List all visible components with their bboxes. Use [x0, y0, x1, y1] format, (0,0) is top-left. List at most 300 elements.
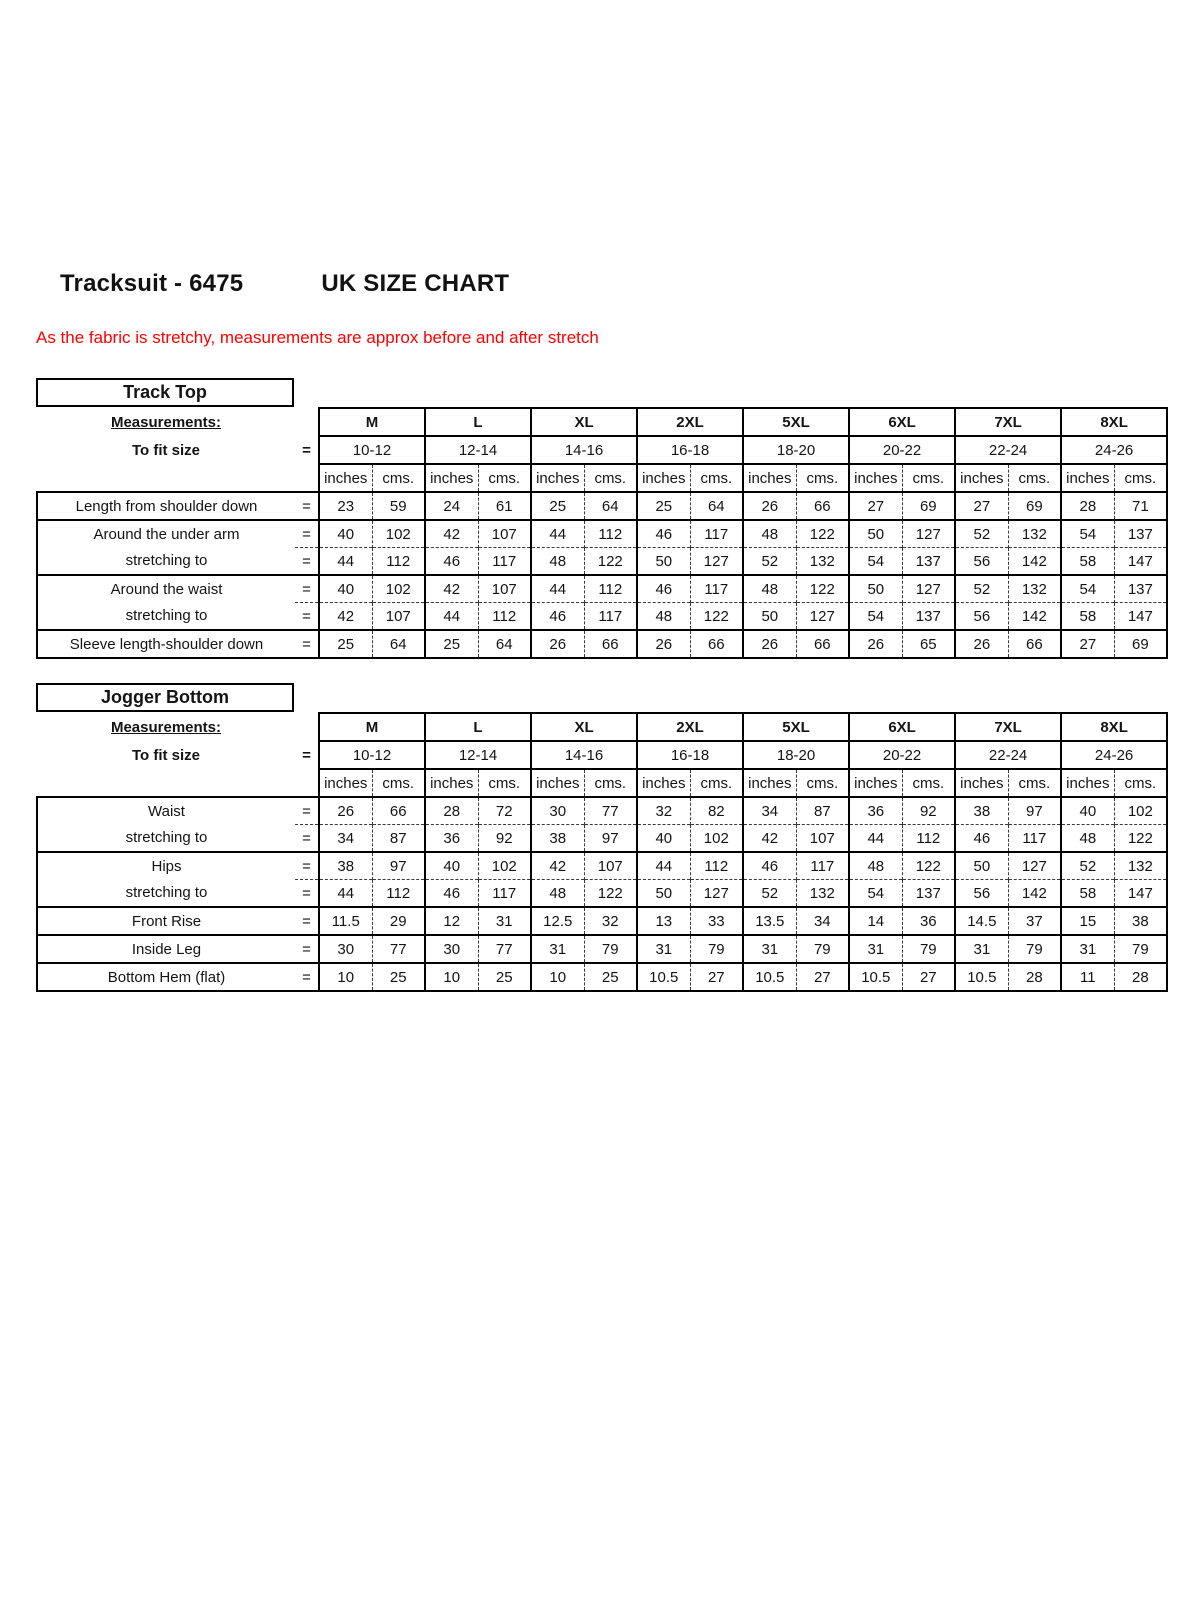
- unit-header-cell: cms.: [372, 464, 425, 492]
- row-label: Inside Leg: [37, 935, 295, 963]
- fit-size-cell: 16-18: [637, 436, 743, 464]
- measurement-value-cms: 79: [902, 935, 955, 963]
- unit-header-cell: cms.: [796, 464, 849, 492]
- measurement-value-cms: 66: [584, 630, 637, 658]
- measurement-value-inches: 27: [955, 492, 1008, 520]
- measurement-value-inches: 40: [319, 520, 372, 548]
- measurement-value-inches: 42: [425, 575, 478, 603]
- fit-size-cell: 20-22: [849, 741, 955, 769]
- measurement-value-cms: 112: [690, 852, 743, 880]
- unit-header-cell: cms.: [584, 464, 637, 492]
- measurement-value-inches: 54: [849, 603, 902, 631]
- measurement-value-inches: 31: [955, 935, 1008, 963]
- measurement-value-inches: 36: [425, 825, 478, 853]
- measurement-row: [37, 852, 1167, 880]
- measurement-row: [37, 825, 1167, 853]
- measurement-row: [37, 935, 1167, 963]
- measurement-value-cms: 137: [902, 880, 955, 908]
- measurement-value-cms: 77: [372, 935, 425, 963]
- unit-header-cell: inches: [849, 769, 902, 797]
- measurement-value-cms: 61: [478, 492, 531, 520]
- measurement-value-cms: 59: [372, 492, 425, 520]
- measurement-value-inches: 44: [319, 548, 372, 576]
- measurement-value-inches: 54: [1061, 575, 1114, 603]
- measurement-value-inches: 12: [425, 907, 478, 935]
- measurement-value-inches: 52: [955, 520, 1008, 548]
- fit-size-cell: 10-12: [319, 436, 425, 464]
- unit-header-cell: cms.: [1114, 464, 1167, 492]
- measurement-value-inches: 10.5: [955, 963, 1008, 991]
- row-label: Sleeve length-shoulder down: [37, 630, 295, 658]
- track-top-section: [36, 378, 1200, 659]
- fit-size-cell: 16-18: [637, 741, 743, 769]
- measurement-value-inches: 48: [743, 575, 796, 603]
- measurement-value-cms: 132: [1114, 852, 1167, 880]
- fit-size-cell: 18-20: [743, 436, 849, 464]
- unit-header-row: [37, 769, 1167, 797]
- size-header-cell: 6XL: [849, 408, 955, 436]
- measurement-value-inches: 10.5: [637, 963, 690, 991]
- measurement-value-cms: 37: [1008, 907, 1061, 935]
- measurement-value-inches: 46: [425, 548, 478, 576]
- measurement-value-inches: 38: [531, 825, 584, 853]
- unit-header-cell: inches: [1061, 769, 1114, 797]
- measurement-value-cms: 127: [1008, 852, 1061, 880]
- fit-size-cell: 22-24: [955, 436, 1061, 464]
- measurement-value-inches: 13.5: [743, 907, 796, 935]
- size-header-row: [37, 408, 1167, 436]
- measurement-value-inches: 56: [955, 880, 1008, 908]
- measurement-value-cms: 132: [1008, 575, 1061, 603]
- measurement-value-cms: 71: [1114, 492, 1167, 520]
- size-header-cell: 2XL: [637, 408, 743, 436]
- row-label: Hips: [37, 852, 295, 880]
- measurement-value-inches: 46: [531, 603, 584, 631]
- equals-sign: =: [295, 880, 319, 908]
- size-header-cell: M: [319, 713, 425, 741]
- measurement-value-cms: 66: [796, 630, 849, 658]
- measurement-value-cms: 117: [690, 520, 743, 548]
- measurement-row: [37, 880, 1167, 908]
- fit-size-cell: 14-16: [531, 436, 637, 464]
- measurement-value-cms: 132: [1008, 520, 1061, 548]
- row-label: stretching to: [37, 880, 295, 908]
- measurement-value-inches: 44: [531, 575, 584, 603]
- unit-header-cell: inches: [1061, 464, 1114, 492]
- measurement-value-inches: 44: [637, 852, 690, 880]
- unit-header-cell: inches: [743, 769, 796, 797]
- equals-sign: =: [295, 520, 319, 548]
- measurement-value-inches: 58: [1061, 548, 1114, 576]
- row-label: stretching to: [37, 603, 295, 631]
- measurement-value-inches: 56: [955, 603, 1008, 631]
- measurement-value-cms: 102: [372, 520, 425, 548]
- measurement-value-cms: 92: [478, 825, 531, 853]
- row-label: Length from shoulder down: [37, 492, 295, 520]
- measurement-value-inches: 26: [319, 797, 372, 825]
- measurement-value-cms: 132: [796, 548, 849, 576]
- measurement-row: [37, 520, 1167, 548]
- measurement-value-cms: 117: [690, 575, 743, 603]
- measurement-value-cms: 97: [1008, 797, 1061, 825]
- measurement-value-cms: 122: [1114, 825, 1167, 853]
- measurement-value-cms: 79: [1008, 935, 1061, 963]
- spacer-cell: [37, 769, 295, 797]
- measurement-value-cms: 117: [796, 852, 849, 880]
- measurement-value-inches: 26: [849, 630, 902, 658]
- measurement-value-cms: 112: [372, 548, 425, 576]
- measurement-value-cms: 79: [796, 935, 849, 963]
- measurement-value-inches: 54: [849, 548, 902, 576]
- unit-header-cell: cms.: [372, 769, 425, 797]
- measurement-value-inches: 32: [637, 797, 690, 825]
- measurement-value-inches: 31: [849, 935, 902, 963]
- equals-sign: =: [295, 548, 319, 576]
- measurement-value-cms: 127: [902, 520, 955, 548]
- unit-header-cell: cms.: [1008, 769, 1061, 797]
- unit-header-cell: inches: [425, 769, 478, 797]
- measurement-value-cms: 64: [478, 630, 531, 658]
- measurement-value-inches: 44: [849, 825, 902, 853]
- unit-header-cell: inches: [955, 464, 1008, 492]
- unit-header-cell: cms.: [690, 464, 743, 492]
- measurement-value-cms: 27: [796, 963, 849, 991]
- size-header-cell: L: [425, 713, 531, 741]
- measurement-value-inches: 40: [637, 825, 690, 853]
- measurement-value-inches: 50: [637, 880, 690, 908]
- size-header-cell: XL: [531, 408, 637, 436]
- measurement-value-inches: 23: [319, 492, 372, 520]
- size-table-jogger-bottom: [36, 712, 1168, 992]
- section-title-jogger-bottom: Jogger Bottom: [36, 683, 294, 712]
- unit-header-cell: inches: [425, 464, 478, 492]
- measurement-value-cms: 107: [478, 520, 531, 548]
- equals-sign: =: [295, 963, 319, 991]
- unit-header-cell: inches: [637, 769, 690, 797]
- equals-sign: =: [295, 575, 319, 603]
- measurement-value-cms: 38: [1114, 907, 1167, 935]
- measurement-value-cms: 137: [1114, 575, 1167, 603]
- section-title-track-top: Track Top: [36, 378, 294, 407]
- measurement-value-cms: 34: [796, 907, 849, 935]
- measurement-value-cms: 32: [584, 907, 637, 935]
- measurement-value-inches: 31: [1061, 935, 1114, 963]
- measurement-value-inches: 25: [531, 492, 584, 520]
- measurement-value-inches: 28: [1061, 492, 1114, 520]
- measurement-value-inches: 24: [425, 492, 478, 520]
- spacer-cell: [295, 408, 319, 436]
- measurement-value-inches: 14.5: [955, 907, 1008, 935]
- measurement-value-cms: 132: [796, 880, 849, 908]
- measurement-value-inches: 13: [637, 907, 690, 935]
- measurement-value-inches: 31: [743, 935, 796, 963]
- measurement-value-cms: 107: [584, 852, 637, 880]
- equals-sign: =: [295, 935, 319, 963]
- unit-header-row: [37, 464, 1167, 492]
- measurement-value-inches: 56: [955, 548, 1008, 576]
- measurement-value-cms: 97: [584, 825, 637, 853]
- measurement-value-cms: 87: [796, 797, 849, 825]
- measurement-value-cms: 117: [478, 880, 531, 908]
- equals-sign: =: [295, 492, 319, 520]
- row-label: stretching to: [37, 825, 295, 853]
- measurement-value-inches: 44: [425, 603, 478, 631]
- measurement-value-inches: 42: [743, 825, 796, 853]
- unit-header-cell: inches: [319, 769, 372, 797]
- measurement-value-inches: 26: [743, 492, 796, 520]
- size-header-cell: 7XL: [955, 713, 1061, 741]
- measurement-value-cms: 92: [902, 797, 955, 825]
- measurement-value-inches: 14: [849, 907, 902, 935]
- size-header-cell: 8XL: [1061, 713, 1167, 741]
- measurement-value-cms: 82: [690, 797, 743, 825]
- measurement-value-inches: 34: [743, 797, 796, 825]
- measurement-value-inches: 54: [849, 880, 902, 908]
- size-table-track-top: [36, 407, 1168, 659]
- measurement-value-inches: 48: [849, 852, 902, 880]
- measurement-row: [37, 492, 1167, 520]
- unit-header-cell: cms.: [1114, 769, 1167, 797]
- measurement-value-inches: 50: [743, 603, 796, 631]
- measurement-value-inches: 40: [1061, 797, 1114, 825]
- measurement-value-cms: 142: [1008, 880, 1061, 908]
- equals-sign: =: [295, 852, 319, 880]
- measurement-value-cms: 66: [690, 630, 743, 658]
- measurement-value-inches: 26: [955, 630, 1008, 658]
- row-label: Around the under arm: [37, 520, 295, 548]
- measurement-value-cms: 102: [478, 852, 531, 880]
- measurement-row: [37, 963, 1167, 991]
- row-label: Waist: [37, 797, 295, 825]
- measurement-value-cms: 28: [1008, 963, 1061, 991]
- row-label: stretching to: [37, 548, 295, 576]
- equals-sign: =: [295, 603, 319, 631]
- measurement-value-cms: 112: [584, 575, 637, 603]
- measurement-value-cms: 64: [372, 630, 425, 658]
- measurement-value-cms: 117: [1008, 825, 1061, 853]
- measurement-value-cms: 147: [1114, 880, 1167, 908]
- measurement-value-cms: 102: [1114, 797, 1167, 825]
- spacer-cell: [295, 713, 319, 741]
- size-header-cell: 7XL: [955, 408, 1061, 436]
- size-header-cell: XL: [531, 713, 637, 741]
- measurement-value-cms: 87: [372, 825, 425, 853]
- measurement-value-inches: 48: [531, 880, 584, 908]
- measurement-value-inches: 10: [319, 963, 372, 991]
- row-label: Bottom Hem (flat): [37, 963, 295, 991]
- measurement-value-inches: 40: [319, 575, 372, 603]
- size-header-cell: 6XL: [849, 713, 955, 741]
- measurement-value-cms: 137: [1114, 520, 1167, 548]
- equals-sign: =: [302, 746, 311, 764]
- size-header-cell: 8XL: [1061, 408, 1167, 436]
- equals-sign: =: [295, 907, 319, 935]
- measurement-value-cms: 127: [690, 880, 743, 908]
- spacer-cell: [37, 464, 295, 492]
- measurements-label: Measurements:: [110, 718, 222, 736]
- measurement-value-inches: 52: [743, 548, 796, 576]
- measurement-value-cms: 27: [690, 963, 743, 991]
- measurement-value-cms: 31: [478, 907, 531, 935]
- measurement-value-cms: 137: [902, 603, 955, 631]
- to-fit-size-label: To fit size: [131, 441, 201, 459]
- measurement-value-cms: 72: [478, 797, 531, 825]
- measurement-value-cms: 147: [1114, 548, 1167, 576]
- measurement-value-inches: 31: [531, 935, 584, 963]
- stretch-note: As the fabric is stretchy, measurements are approx before and after stretch: [36, 328, 599, 347]
- fit-size-cell: 12-14: [425, 436, 531, 464]
- fit-size-cell: 10-12: [319, 741, 425, 769]
- measurement-value-inches: 10: [531, 963, 584, 991]
- measurement-value-inches: 25: [425, 630, 478, 658]
- measurement-value-inches: 12.5: [531, 907, 584, 935]
- unit-header-cell: inches: [319, 464, 372, 492]
- unit-header-cell: cms.: [796, 769, 849, 797]
- fit-size-cell: 12-14: [425, 741, 531, 769]
- measurement-value-inches: 30: [531, 797, 584, 825]
- measurement-value-cms: 127: [902, 575, 955, 603]
- unit-header-cell: inches: [955, 769, 1008, 797]
- measurement-value-cms: 112: [902, 825, 955, 853]
- measurement-value-cms: 107: [372, 603, 425, 631]
- equals-sign: =: [295, 797, 319, 825]
- measurement-value-inches: 26: [743, 630, 796, 658]
- measurement-row: [37, 907, 1167, 935]
- measurement-value-cms: 66: [796, 492, 849, 520]
- measurement-value-cms: 142: [1008, 548, 1061, 576]
- measurement-value-cms: 122: [690, 603, 743, 631]
- measurement-value-cms: 69: [1008, 492, 1061, 520]
- measurement-value-cms: 77: [478, 935, 531, 963]
- measurement-value-inches: 50: [849, 520, 902, 548]
- measurement-value-cms: 122: [796, 575, 849, 603]
- measurement-value-inches: 38: [955, 797, 1008, 825]
- equals-sign: =: [295, 825, 319, 853]
- measurement-value-cms: 64: [690, 492, 743, 520]
- measurement-value-inches: 27: [849, 492, 902, 520]
- fit-size-row: [37, 436, 1167, 464]
- measurement-value-cms: 127: [796, 603, 849, 631]
- measurement-value-cms: 79: [584, 935, 637, 963]
- measurement-value-inches: 48: [637, 603, 690, 631]
- measurement-value-inches: 27: [1061, 630, 1114, 658]
- to-fit-size-label: To fit size: [131, 746, 201, 764]
- jogger-bottom-section: [36, 683, 1200, 992]
- measurement-value-cms: 102: [690, 825, 743, 853]
- measurement-value-inches: 10.5: [743, 963, 796, 991]
- measurement-value-inches: 25: [637, 492, 690, 520]
- unit-header-cell: cms.: [902, 464, 955, 492]
- equals-sign: =: [295, 630, 319, 658]
- measurement-value-inches: 48: [1061, 825, 1114, 853]
- unit-header-cell: inches: [849, 464, 902, 492]
- size-header-cell: M: [319, 408, 425, 436]
- measurement-value-cms: 107: [796, 825, 849, 853]
- unit-header-cell: cms.: [1008, 464, 1061, 492]
- measurement-value-inches: 10.5: [849, 963, 902, 991]
- measurement-value-cms: 112: [478, 603, 531, 631]
- measurement-value-cms: 27: [902, 963, 955, 991]
- size-header-cell: 5XL: [743, 408, 849, 436]
- measurement-value-inches: 46: [955, 825, 1008, 853]
- measurement-value-cms: 28: [1114, 963, 1167, 991]
- measurement-value-cms: 122: [796, 520, 849, 548]
- measurement-value-cms: 117: [478, 548, 531, 576]
- measurement-value-inches: 28: [425, 797, 478, 825]
- measurement-value-cms: 117: [584, 603, 637, 631]
- measurement-value-inches: 15: [1061, 907, 1114, 935]
- measurement-value-inches: 54: [1061, 520, 1114, 548]
- measurement-value-cms: 142: [1008, 603, 1061, 631]
- measurement-value-inches: 58: [1061, 603, 1114, 631]
- tables-container: [0, 378, 1200, 992]
- measurement-value-cms: 112: [372, 880, 425, 908]
- equals-sign: =: [302, 441, 311, 459]
- unit-header-cell: inches: [637, 464, 690, 492]
- measurement-value-inches: 42: [319, 603, 372, 631]
- measurement-value-cms: 79: [690, 935, 743, 963]
- measurement-row: [37, 603, 1167, 631]
- measurement-value-inches: 46: [743, 852, 796, 880]
- unit-header-cell: cms.: [478, 464, 531, 492]
- size-header-cell: L: [425, 408, 531, 436]
- measurement-value-cms: 69: [1114, 630, 1167, 658]
- measurement-value-inches: 30: [319, 935, 372, 963]
- measurement-value-inches: 36: [849, 797, 902, 825]
- chart-title: UK SIZE CHART: [321, 270, 510, 297]
- measurement-row: [37, 797, 1167, 825]
- title-bar: [0, 0, 1200, 298]
- measurement-value-cms: 64: [584, 492, 637, 520]
- measurement-value-inches: 50: [849, 575, 902, 603]
- measurements-label: Measurements:: [110, 413, 222, 431]
- measurement-value-cms: 77: [584, 797, 637, 825]
- product-title: Tracksuit - 6475: [60, 270, 244, 297]
- unit-header-cell: cms.: [902, 769, 955, 797]
- measurement-value-cms: 33: [690, 907, 743, 935]
- fit-size-cell: 24-26: [1061, 436, 1167, 464]
- size-header-row: [37, 713, 1167, 741]
- measurement-value-inches: 50: [955, 852, 1008, 880]
- measurement-row: [37, 630, 1167, 658]
- measurement-value-inches: 26: [637, 630, 690, 658]
- measurement-value-inches: 44: [319, 880, 372, 908]
- measurement-value-inches: 44: [531, 520, 584, 548]
- fit-size-cell: 18-20: [743, 741, 849, 769]
- measurement-value-cms: 122: [584, 880, 637, 908]
- measurement-value-inches: 48: [743, 520, 796, 548]
- fit-size-row: [37, 741, 1167, 769]
- unit-header-cell: cms.: [690, 769, 743, 797]
- measurement-value-inches: 10: [425, 963, 478, 991]
- measurement-value-inches: 46: [425, 880, 478, 908]
- size-header-cell: 5XL: [743, 713, 849, 741]
- measurement-value-inches: 40: [425, 852, 478, 880]
- measurement-value-inches: 46: [637, 520, 690, 548]
- measurement-row: [37, 548, 1167, 576]
- measurement-value-inches: 42: [425, 520, 478, 548]
- fit-size-cell: 22-24: [955, 741, 1061, 769]
- measurement-value-cms: 122: [902, 852, 955, 880]
- measurement-value-inches: 34: [319, 825, 372, 853]
- row-label: Around the waist: [37, 575, 295, 603]
- unit-header-cell: inches: [743, 464, 796, 492]
- measurement-value-inches: 11.5: [319, 907, 372, 935]
- measurement-value-inches: 58: [1061, 880, 1114, 908]
- size-header-cell: 2XL: [637, 713, 743, 741]
- measurement-value-inches: 46: [637, 575, 690, 603]
- measurement-value-cms: 137: [902, 548, 955, 576]
